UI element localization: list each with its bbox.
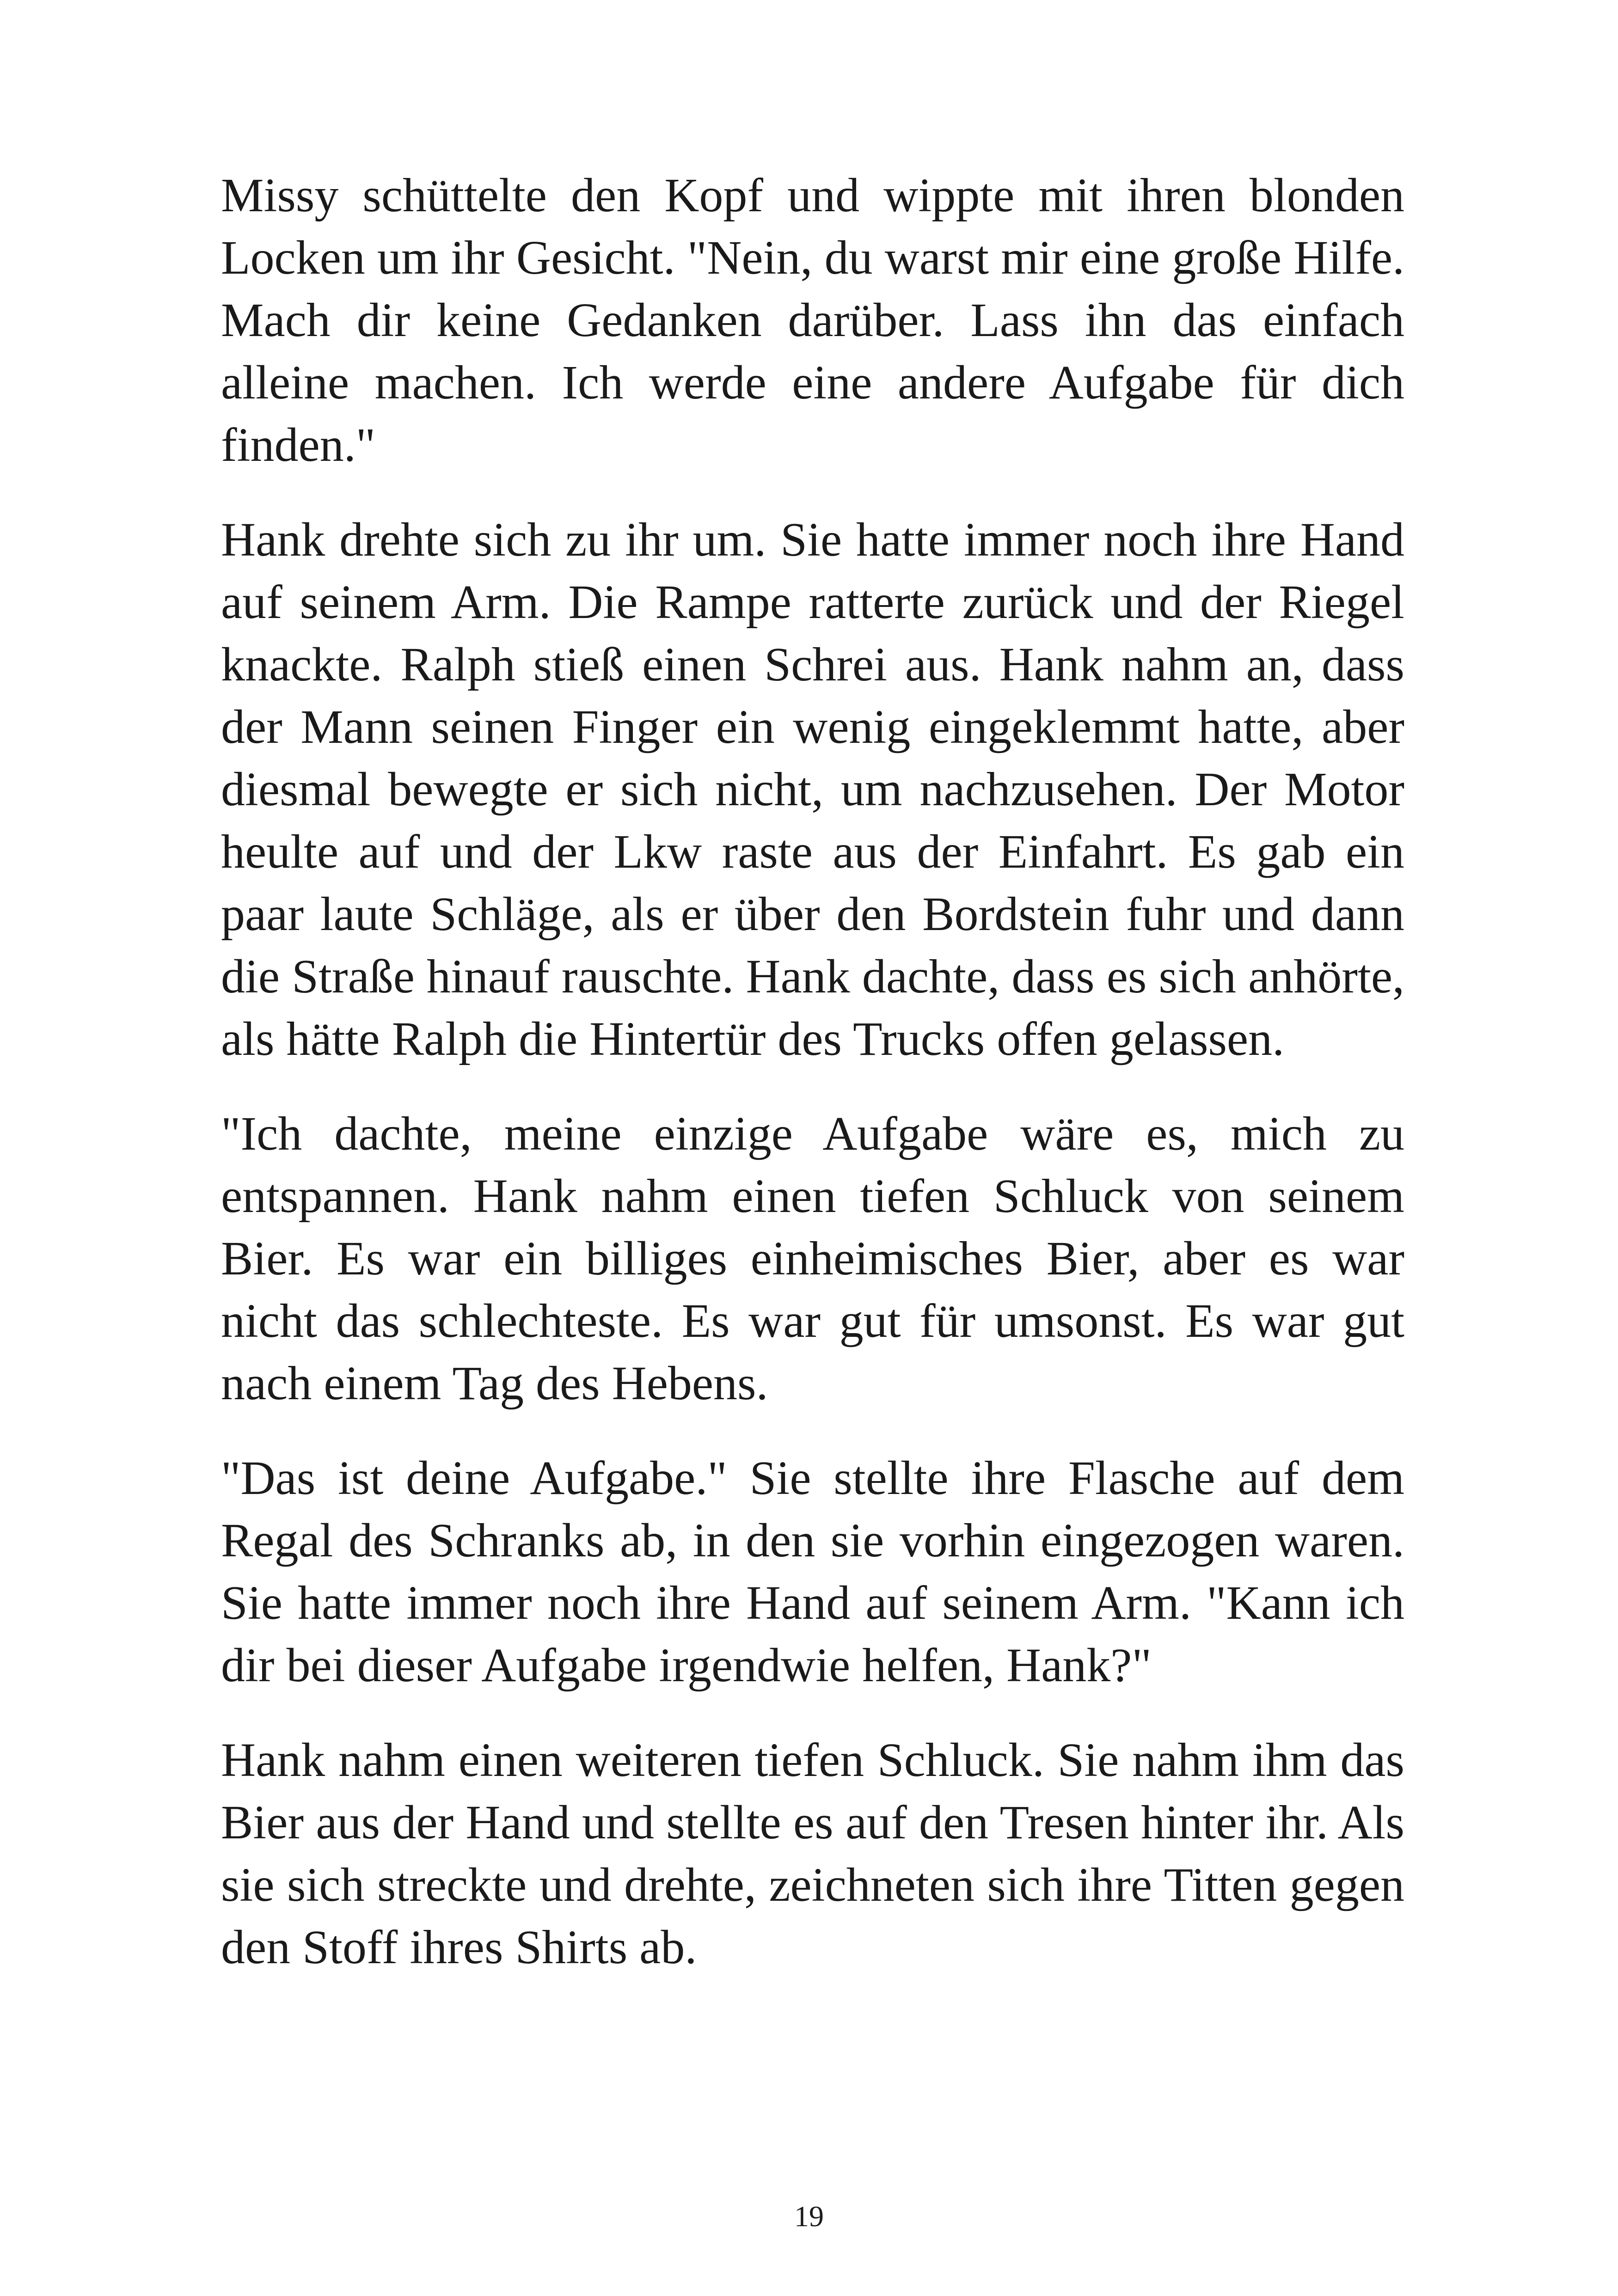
body-text bbox=[221, 164, 1404, 1978]
paragraph-3: "Ich dachte, meine einzige Aufgabe wäre es, mich zu entspannen. Hank nahm einen tiefen Schluck von seinem Bier. Es war ein billiges einheimisches Bier, aber es war nicht das schlechteste. Es war gut für umsonst. Es war gut nach einem Tag des Hebens. bbox=[221, 1107, 1404, 1410]
page-number: 19 bbox=[794, 2200, 824, 2233]
paragraph-2: Hank drehte sich zu ihr um. Sie hatte immer noch ihre Hand auf seinem Arm. Die Rampe ratterte zurück und der Riegel knackte. Ralph stieß einen Schrei aus. Hank nahm an, dass der Mann seinen Finger ein wenig eingeklemmt hatte, aber diesmal bewegte er sich nicht, um nachzusehen. Der Motor heulte auf und der Lkw raste aus der Einfahrt. Es gab ein paar laute Schläge, als er über den Bordstein fuhr und dann die Straße hinauf rauschte. Hank dachte, dass es sich anhörte, als hätte Ralph die Hintertür des Trucks offen gelassen. bbox=[221, 513, 1404, 1065]
paragraph-4: "Das ist deine Aufgabe." Sie stellte ihre Flasche auf dem Regal des Schranks ab, in den sie vorhin eingezogen waren. Sie hatte immer noch ihre Hand auf seinem Arm. "Kann ich dir bei dieser Aufgabe irgendwie helfen, Hank?" bbox=[221, 1451, 1404, 1692]
paragraph-5: Hank nahm einen weiteren tiefen Schluck. Sie nahm ihm das Bier aus der Hand und stellte es auf den Tresen hinter ihr. Als sie sich streckte und drehte, zeichneten sich ihre Titten gegen den Stoff ihres Shirts ab. bbox=[221, 1733, 1404, 1974]
paragraph-1: Missy schüttelte den Kopf und wippte mit ihren blonden Locken um ihr Gesicht. "Nein, du warst mir eine große Hilfe. Mach dir keine Gedanken darüber. Lass ihn das einfach alleine machen. Ich werde eine andere Aufgabe für dich finden." bbox=[221, 169, 1404, 471]
